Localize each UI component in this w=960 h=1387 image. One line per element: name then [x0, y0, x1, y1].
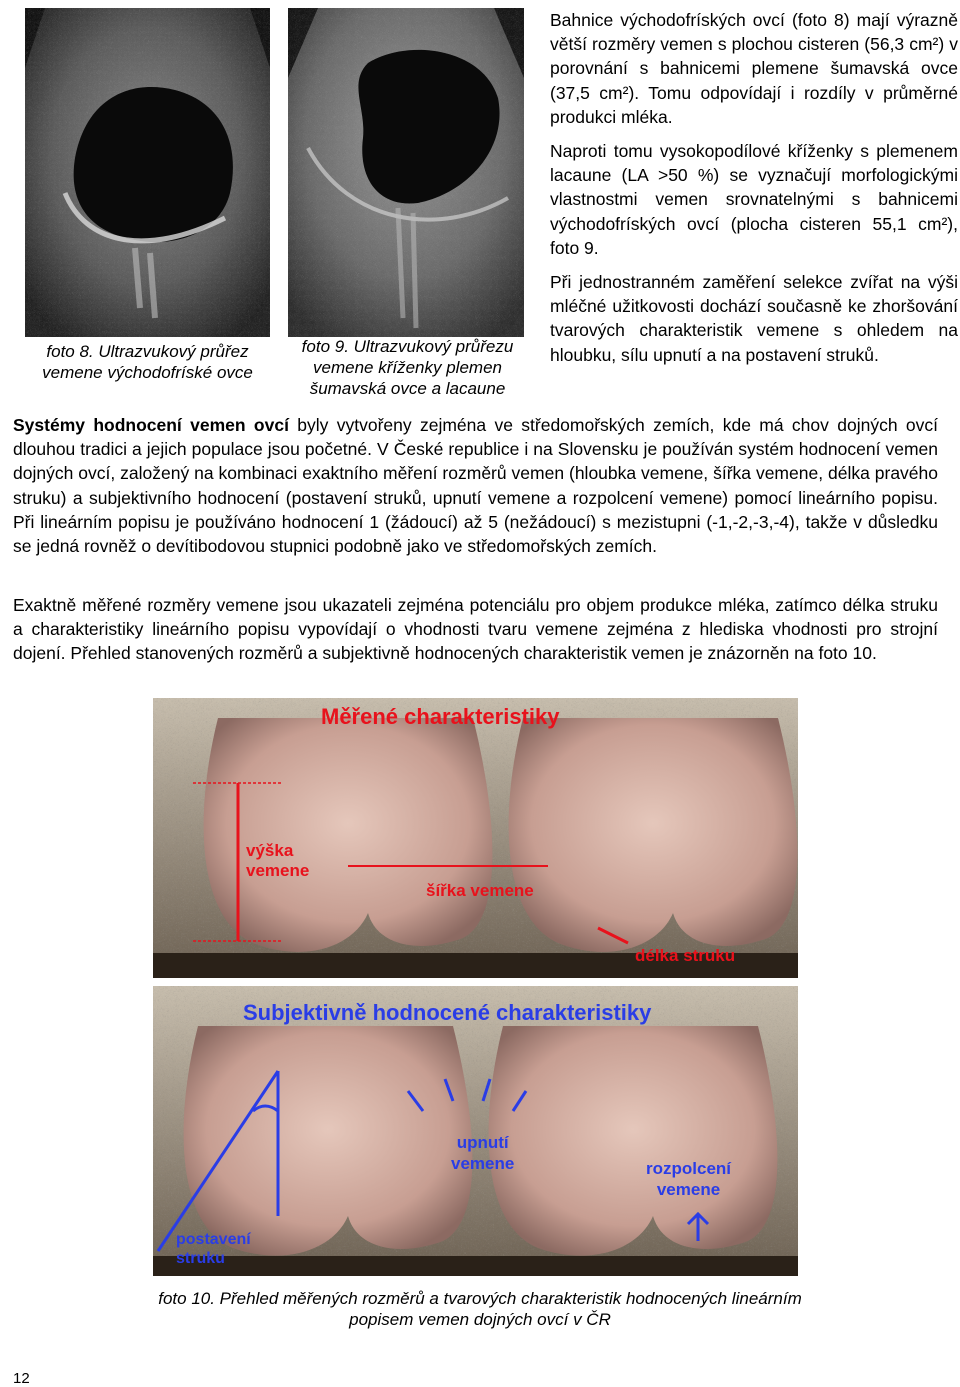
photo-measured-characteristics [153, 698, 798, 978]
body-paragraph-1-rest: byly vytvořeny zejména ve středomořských zemích, kde má chov dojných ovcí dlouhou tradici a jejich populace jsou početné. V České republice i na Slovensku je používán systém hodnocení vemen dojných ovcí, založený na kombinaci exaktního měření rozměrů vemen (hloubka vemene, šířka vemene, délka pravého struku) a subjektivního hodnocení (postavení struků, upnutí vemene a rozpolcení vemene) pomocí lineárního popisu. Při lineárním popisu je používáno hodnocení 1 (žádoucí) až 5 (nežádoucí) s mezistupni (-1,-2,-3,-4), takže v důsledku se jedná rovněž o devítibodovou stupnici podobně jako ve středomořských zemích. [13, 415, 938, 557]
body-paragraph-measured [13, 593, 938, 666]
body-paragraph-2: Exaktně měřené rozměry vemene jsou ukazateli zejména potenciálu pro objem produkce mléka, zatímco délka struku a charakteristiky lineárního popisu vypovídají o vhodnosti tvaru vemene zejména z hlediska vhodnosti pro strojní dojení. Přehled stanovených rozměrů a subjektivně hodnocených charakteristik vemen je znázorněn na foto 10. [13, 595, 938, 664]
foto8-caption: foto 8. Ultrazvukový průřez vemene východofríské ovce [42, 342, 253, 382]
label-upnuti [451, 1132, 514, 1174]
ultrasound-image-foto9 [288, 8, 524, 337]
label-delka: délka struku [635, 946, 736, 965]
label-vyska-line1: výška [246, 841, 294, 860]
label-upnuti-line1: upnutí [456, 1133, 509, 1152]
photo-top-title: Měřené charakteristiky [321, 704, 560, 729]
label-upnuti-line2: vemene [451, 1154, 515, 1173]
label-rozpolceni-line1: rozpolcení [646, 1159, 732, 1178]
label-postaveni-line2: struku [176, 1250, 225, 1267]
paragraph-lacaune: Naproti tomu vysokopodílové kříženky s plemenem lacaune (LA >50 %) se vyznačují morfologickými vlastnostmi vemen srovnatelnými s bahnicemi východofríských ovcí (plocha cisteren 55,1 cm²), foto 9. [550, 141, 958, 258]
paragraph-selection: Při jednostranném zaměření selekce zvířat na výši mléčné užitkovosti dochází současně ke zhoršování tvarových charakteristik vemene s ohledem na hloubku, sílu upnutí a na postavení struků. [550, 272, 958, 365]
label-rozpolceni-line2: vemene [656, 1180, 721, 1199]
ultrasound-image-foto8 [25, 8, 270, 337]
ultrasound-graphic-foto9 [288, 8, 524, 337]
label-sirka: šířka vemene [426, 881, 534, 900]
udder-photo-top [153, 698, 798, 978]
label-vyska [246, 841, 309, 881]
page-number: 12 [13, 1370, 30, 1387]
ultrasound-graphic-foto8 [25, 8, 270, 337]
foto9-caption: foto 9. Ultrazvukový průřezu vemene kříženky plemen šumavská ovce a lacaune [301, 337, 514, 398]
body-paragraph-systems [13, 413, 938, 558]
label-vyska-line2: vemene [246, 861, 310, 880]
label-postaveni-line1: postavení [176, 1231, 251, 1248]
label-rozpolceni [646, 1158, 731, 1200]
label-postaveni [176, 1230, 251, 1268]
body-bold-lead: Systémy hodnocení vemen ovcí [13, 415, 289, 435]
photo-bottom-title: Subjektivně hodnocené charakteristiky [243, 1000, 652, 1025]
foto10-caption: foto 10. Přehled měřených rozměrů a tvarových charakteristik hodnocených lineárním popisem vemen dojných ovcí v ČR [158, 1289, 802, 1329]
photo-subjective-characteristics [153, 986, 798, 1276]
paragraph-east-friesian: Bahnice východofríských ovcí (foto 8) mají výrazně větší rozměry vemen s plochou cisteren (56,3 cm²) v porovnání s bahnicemi plemene šumavská ovce (37,5 cm²). Tomu odpovídají i rozdíly v průměrné produkci mléka. [550, 10, 958, 127]
right-column-text [550, 8, 958, 377]
